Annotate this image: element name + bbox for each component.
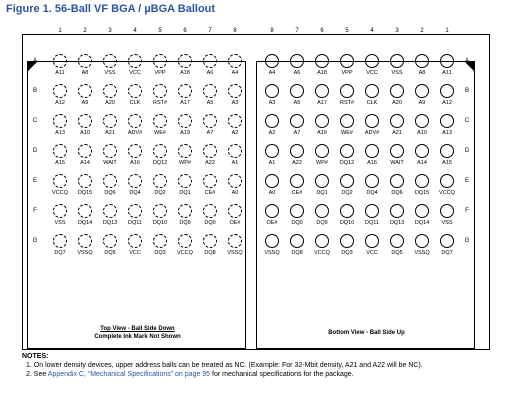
row-label-left: E	[32, 178, 37, 184]
bottom-view-ball	[415, 114, 429, 128]
top-view-ball	[178, 114, 192, 128]
top-view-ball-label: DQ6	[104, 190, 116, 196]
bottom-view-ball	[365, 204, 379, 218]
bottom-view-column-label: 7	[295, 28, 299, 34]
bottom-view-ball	[290, 84, 304, 98]
bottom-view-ball	[365, 84, 379, 98]
bottom-view-ball	[315, 204, 329, 218]
top-view-ball	[228, 234, 242, 248]
bottom-view-column-label: 4	[370, 28, 374, 34]
bottom-view-ball-label: A19	[317, 130, 327, 136]
top-view-ball-label: A0	[231, 190, 239, 196]
bottom-view-ball-label: RST#	[339, 100, 355, 106]
bottom-view-ball-label: A3	[268, 100, 276, 106]
bottom-view-ball	[290, 174, 304, 188]
top-view-ball-label: VSS	[104, 70, 116, 76]
top-view-ball	[78, 84, 92, 98]
top-view-ball	[228, 144, 242, 158]
top-view-ball	[228, 174, 242, 188]
bottom-view-ball-label: A17	[317, 100, 327, 106]
top-view-ball	[203, 204, 217, 218]
bottom-view-ball-label: DQ10	[339, 220, 355, 226]
bottom-view-ball-label: A7	[293, 130, 301, 136]
top-view-ball-label: RST#	[152, 100, 168, 106]
bottom-view-ball-label: A0	[268, 190, 276, 196]
top-view-ball	[228, 84, 242, 98]
top-view-ball	[103, 144, 117, 158]
bottom-view-ball	[340, 234, 354, 248]
top-view-ball	[203, 174, 217, 188]
bottom-view-ball-label: VCCQ	[314, 250, 330, 256]
top-view-ball	[178, 234, 192, 248]
top-view-ball	[78, 114, 92, 128]
top-view-ball	[53, 144, 67, 158]
bottom-view-ball-label: A14	[417, 160, 427, 166]
top-view-ball	[153, 204, 167, 218]
bottom-view-ball	[440, 174, 454, 188]
bottom-view-ball	[365, 234, 379, 248]
top-view-ball-label: VCC	[129, 70, 141, 76]
top-view-ball-label: DQ9	[179, 220, 191, 226]
bottom-view-ball	[390, 174, 404, 188]
top-view-ball	[103, 54, 117, 68]
top-view-ball	[103, 204, 117, 218]
row-label-right: G	[464, 238, 470, 244]
bottom-view-ball	[340, 144, 354, 158]
top-view-ball-label: DQ10	[152, 220, 168, 226]
bottom-view-ball	[365, 174, 379, 188]
top-view-ball-label: A12	[55, 100, 65, 106]
top-view-column-label: 6	[183, 28, 187, 34]
bottom-view-ball	[315, 114, 329, 128]
bottom-view-caption: Bottom View - Ball Side Up	[328, 330, 405, 336]
bottom-view-ball	[365, 144, 379, 158]
top-view-ball	[153, 174, 167, 188]
bottom-view-ball-label: A18	[317, 70, 327, 76]
top-view-ball	[78, 234, 92, 248]
bottom-view-ball	[340, 54, 354, 68]
bottom-view-ball-label: DQ5	[391, 250, 403, 256]
top-view-ball-label: WAIT	[103, 160, 117, 166]
top-view-ball-label: DQ1	[179, 190, 191, 196]
top-view-ball-label: A13	[55, 130, 65, 136]
row-label-right: E	[464, 178, 469, 184]
bottom-view-column-label: 2	[420, 28, 424, 34]
notes-title: NOTES:	[22, 353, 49, 360]
bottom-view-ball-label: A9	[418, 100, 426, 106]
bottom-view-ball	[390, 144, 404, 158]
top-view-ball	[128, 114, 142, 128]
top-view-ball	[103, 114, 117, 128]
bottom-view-ball-label: DQ9	[316, 220, 328, 226]
top-view-ball-label: DQ15	[77, 190, 93, 196]
top-view-ball	[203, 54, 217, 68]
top-view-ball	[53, 84, 67, 98]
top-view-ball-label: A20	[105, 100, 115, 106]
top-view-ball-label: WE#	[154, 130, 166, 136]
top-view-ball-label: A3	[231, 100, 239, 106]
bottom-view-ball-label: A5	[293, 100, 301, 106]
bottom-view-ball-label: A8	[418, 70, 426, 76]
top-view-ball-label: VPP	[154, 70, 166, 76]
top-view-ball-label: A17	[180, 100, 190, 106]
bottom-view-ball-label: A20	[392, 100, 402, 106]
bottom-view-ball	[265, 114, 279, 128]
row-label-left: B	[32, 88, 37, 94]
top-view-ball	[78, 204, 92, 218]
top-view-ball-label: A10	[80, 130, 90, 136]
top-view-ball-label: DQ3	[154, 250, 166, 256]
bottom-view-ball-label: DQ1	[316, 190, 328, 196]
top-view-ball	[53, 114, 67, 128]
bottom-view-ball-label: DQ3	[341, 250, 353, 256]
bottom-view-ball	[415, 84, 429, 98]
bottom-view-ball	[265, 54, 279, 68]
bottom-view-ball-label: VCC	[366, 250, 378, 256]
top-view-ball-label: WP#	[179, 160, 191, 166]
bottom-view-ball-label: A6	[293, 70, 301, 76]
bottom-view-ball-label: VSSQ	[414, 250, 430, 256]
top-view-ball	[178, 54, 192, 68]
top-view-ball	[78, 54, 92, 68]
top-view-ball	[228, 204, 242, 218]
top-view-ball	[203, 84, 217, 98]
top-view-ball-label: DQ2	[154, 190, 166, 196]
top-view-ball-label: VCC	[129, 250, 141, 256]
top-view-ball-label: VSSQ	[77, 250, 93, 256]
bottom-view-ball-label: WE#	[341, 130, 353, 136]
top-view-ball	[53, 174, 67, 188]
bottom-view-ball-label: A2	[268, 130, 276, 136]
top-view-ball-label: DQ5	[104, 250, 116, 256]
bottom-view-ball	[290, 54, 304, 68]
top-view-ball-label: DQ8	[204, 250, 216, 256]
top-view-ball-label: DQ4	[129, 190, 141, 196]
notes-section	[22, 352, 502, 379]
top-view-ball	[128, 204, 142, 218]
bottom-view-ball-label: A12	[442, 100, 452, 106]
bottom-view-ball	[390, 114, 404, 128]
top-view-ball	[103, 84, 117, 98]
top-view-ball-label: DQ12	[152, 160, 168, 166]
bottom-view-ball-label: DQ4	[366, 190, 378, 196]
top-view-ball-label: A8	[81, 70, 89, 76]
bottom-view-ball-label: VSS	[391, 70, 403, 76]
bottom-view-ball	[290, 234, 304, 248]
top-view-ball	[128, 84, 142, 98]
row-label-left: D	[32, 148, 38, 154]
bottom-view-ball-label: DQ7	[441, 250, 453, 256]
top-view-column-label: 4	[133, 28, 137, 34]
bottom-view-ball-label: A13	[442, 130, 452, 136]
top-view-ball	[128, 54, 142, 68]
bottom-view-ball-label: A16	[367, 160, 377, 166]
bottom-view-ball	[440, 114, 454, 128]
bottom-view-ball	[390, 84, 404, 98]
bottom-view-ball	[315, 144, 329, 158]
bottom-view-ball-label: OE#	[266, 220, 278, 226]
bottom-view-ball	[440, 234, 454, 248]
row-label-left: C	[32, 118, 38, 124]
bottom-view-ball-label: ADV#	[364, 130, 380, 136]
note-2-prefix: 2. See	[26, 371, 48, 378]
top-view-ball-label: VCCQ	[52, 190, 68, 196]
row-label-right: A	[464, 58, 469, 64]
bottom-view-ball-label: VPP	[341, 70, 353, 76]
top-view-ball-label: OE#	[229, 220, 241, 226]
top-view-ball-label: CLK	[129, 100, 141, 106]
bottom-view-ball-label: DQ12	[339, 160, 355, 166]
bottom-view-ball	[265, 234, 279, 248]
bottom-view-ball	[340, 114, 354, 128]
top-view-ball-label: DQ0	[204, 220, 216, 226]
bottom-view-ball-label: VCCQ	[439, 190, 455, 196]
top-view-ball-label: A6	[206, 70, 214, 76]
top-view-column-label: 5	[158, 28, 162, 34]
bottom-view-ball-label: A1	[268, 160, 276, 166]
mechanical-spec-link[interactable]: Appendix C, “Mechanical Specifications” on page 95	[47, 371, 211, 378]
bottom-view-ball-label: VCC	[366, 70, 378, 76]
top-view-ball-label: ADV#	[127, 130, 143, 136]
bottom-view-ball	[265, 84, 279, 98]
row-label-right: B	[464, 88, 469, 94]
bottom-view-ball	[340, 174, 354, 188]
bottom-view-ball	[390, 54, 404, 68]
bottom-view-ball-label: VSS	[441, 220, 453, 226]
bottom-view-ball	[415, 174, 429, 188]
bottom-view-ball	[290, 144, 304, 158]
top-view-ball	[153, 234, 167, 248]
bottom-view-ball	[290, 204, 304, 218]
bottom-view-ball	[265, 174, 279, 188]
bottom-view-ball	[390, 204, 404, 218]
row-label-left: A	[32, 58, 37, 64]
bottom-view-ball	[415, 54, 429, 68]
bottom-view-ball-label: A4	[268, 70, 276, 76]
top-view-ball-label: A18	[180, 70, 190, 76]
top-view-ball-label: CE#	[204, 190, 216, 196]
top-view-ball-label: A16	[130, 160, 140, 166]
top-view-ball-label: A9	[81, 100, 89, 106]
bottom-view-ball	[265, 144, 279, 158]
bottom-view-column-label: 3	[395, 28, 399, 34]
top-view-ball	[53, 234, 67, 248]
bottom-view-ball-label: DQ0	[291, 220, 303, 226]
top-view-ball-label: A15	[55, 160, 65, 166]
bottom-view-ball	[315, 174, 329, 188]
bottom-view-ball	[315, 54, 329, 68]
bottom-view-ball	[415, 234, 429, 248]
bottom-view-ball-label: DQ11	[365, 220, 379, 226]
top-view-column-label: 1	[58, 28, 62, 34]
bottom-view-ball-label: CLK	[366, 100, 378, 106]
bottom-view-ball	[440, 144, 454, 158]
note-2-suffix: for mechanical specifications for the package.	[210, 371, 354, 378]
top-view-caption: Top View - Ball Side Down	[100, 326, 175, 332]
bottom-view-ball	[390, 234, 404, 248]
top-view-ball	[153, 54, 167, 68]
bottom-view-ball-label: A15	[442, 160, 452, 166]
bottom-view-ball-label: CE#	[291, 190, 303, 196]
bottom-view-ball	[415, 144, 429, 158]
bottom-view-ball-label: DQ14	[414, 220, 430, 226]
row-label-right: F	[465, 208, 469, 214]
top-view-column-label: 7	[208, 28, 212, 34]
top-view-ball	[178, 144, 192, 158]
bottom-view-ball-label: DQ15	[414, 190, 430, 196]
top-view-ball-label: A22	[205, 160, 215, 166]
top-view-ball-label: A11	[55, 70, 65, 76]
top-view-ball-label: A14	[80, 160, 90, 166]
top-view-ball-label: DQ14	[77, 220, 93, 226]
bottom-view-column-label: 5	[345, 28, 349, 34]
bottom-view-ball	[440, 204, 454, 218]
top-view-ball-label: A19	[180, 130, 190, 136]
bottom-view-ball-label: A11	[442, 70, 452, 76]
row-label-left: G	[32, 238, 38, 244]
top-view-ball-label: VCCQ	[177, 250, 193, 256]
bottom-view-ball	[365, 114, 379, 128]
note-1: 1. On lower density devices, upper address balls can be treated as NC. (Example: For 32-Mbit density, A21 and A22 will be NC).	[26, 362, 423, 369]
top-view-ball	[103, 174, 117, 188]
note-2	[22, 370, 502, 379]
bottom-view-ball-label: A22	[292, 160, 302, 166]
bottom-view-ball	[365, 54, 379, 68]
bottom-view-ball	[315, 234, 329, 248]
bottom-view-ball	[265, 204, 279, 218]
bottom-view-column-label: 8	[270, 28, 274, 34]
row-label-right: D	[464, 148, 470, 154]
bottom-view-ball-label: WP#	[316, 160, 328, 166]
bottom-view-ball	[440, 84, 454, 98]
top-view-ball	[228, 54, 242, 68]
top-view-ball-label: DQ7	[54, 250, 66, 256]
bottom-view-ball-label: DQ8	[291, 250, 303, 256]
bottom-view-ball-label: DQ13	[389, 220, 405, 226]
top-view-ball	[78, 144, 92, 158]
top-view-ball	[178, 174, 192, 188]
top-view-ball	[153, 144, 167, 158]
bottom-view-ball-label: A21	[392, 130, 402, 136]
top-view-ball	[203, 114, 217, 128]
bottom-view-ball-label: VSSQ	[264, 250, 280, 256]
top-view-ball-label: A5	[206, 100, 214, 106]
top-view-ball	[78, 174, 92, 188]
top-view-column-label: 3	[108, 28, 112, 34]
top-view-ball	[128, 234, 142, 248]
bottom-view-column-label: 6	[320, 28, 324, 34]
bottom-view-ball	[315, 84, 329, 98]
bottom-view-ball	[440, 54, 454, 68]
bottom-view-column-label: 1	[445, 28, 449, 34]
bottom-view-ball-label: DQ2	[341, 190, 353, 196]
bottom-view-ball-label: A10	[417, 130, 427, 136]
bottom-view-ball	[340, 204, 354, 218]
top-view-ball	[53, 204, 67, 218]
top-view-column-label: 2	[83, 28, 87, 34]
top-view-ball	[153, 84, 167, 98]
top-view-ball-label: A21	[105, 130, 115, 136]
top-view-ball-label: DQ13	[102, 220, 118, 226]
top-view-ball-label: A2	[231, 130, 239, 136]
ink-mark-caption: Complete Ink Mark Not Shown	[94, 334, 181, 340]
bottom-view-ball	[290, 114, 304, 128]
top-view-ball-label: A4	[231, 70, 239, 76]
row-label-right: C	[464, 118, 470, 124]
top-view-ball	[128, 174, 142, 188]
top-view-ball	[53, 54, 67, 68]
top-view-column-label: 8	[233, 28, 237, 34]
bottom-view-ball	[415, 204, 429, 218]
bottom-view-ball	[340, 84, 354, 98]
top-view-ball	[178, 84, 192, 98]
top-view-ball	[128, 144, 142, 158]
top-view-ball	[203, 144, 217, 158]
row-label-left: F	[33, 208, 37, 214]
top-view-ball-label: A7	[206, 130, 214, 136]
top-view-ball	[228, 114, 242, 128]
top-view-ball	[203, 234, 217, 248]
bottom-view-ball-label: DQ6	[391, 190, 403, 196]
top-view-ball	[153, 114, 167, 128]
top-view-ball-label: DQ11	[128, 220, 142, 226]
top-view-ball	[103, 234, 117, 248]
bottom-view-ball-label: WAIT	[390, 160, 404, 166]
figure-title: Figure 1. 56-Ball VF BGA / µBGA Ballout	[6, 3, 216, 15]
top-view-ball	[178, 204, 192, 218]
top-view-ball-label: VSS	[54, 220, 66, 226]
top-view-ball-label: A1	[231, 160, 239, 166]
top-view-ball-label: VSSQ	[227, 250, 243, 256]
